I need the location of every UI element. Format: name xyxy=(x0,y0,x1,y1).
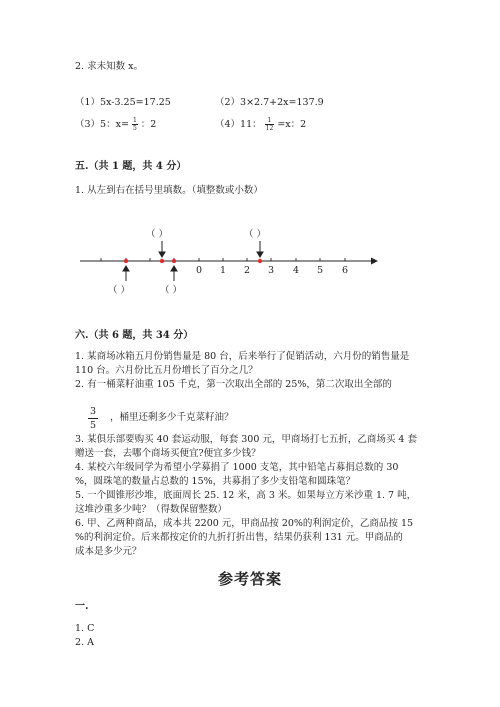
marker-point-4 xyxy=(258,259,262,263)
answer-paren-top-1: （ ） xyxy=(146,229,169,240)
arrow-down-icon xyxy=(159,252,165,257)
question-4-line-2: %，圆珠笔的数量占总数的 15%，共募捐了多少支铅笔和圆珠笔？ xyxy=(75,476,356,487)
equation-4-fraction xyxy=(265,117,275,132)
equation-2: （2）3×2.7+2x=137.9 xyxy=(215,97,324,108)
fraction-denominator: 5 xyxy=(132,125,137,132)
equation-3-prefix: （3）5：x= xyxy=(75,119,129,130)
question-2-line-2: ，桶里还剩多少千克菜籽油？ xyxy=(110,412,234,423)
section-5-question-1: 1. 从左到右在括号里填数。（填整数或小数） xyxy=(75,185,263,196)
equation-4-suffix: =x：2 xyxy=(277,119,307,130)
question-2-fraction xyxy=(88,405,98,432)
equation-3-suffix: ：2 xyxy=(140,119,157,130)
answers-section-label: 一. xyxy=(75,601,89,612)
arrow-up-icon xyxy=(123,266,129,271)
number-label-5: 5 xyxy=(317,265,324,276)
question-6-line-3: 成本是多少元？ xyxy=(75,546,142,557)
arrow-up-icon xyxy=(171,266,177,271)
fraction-numerator: 1 xyxy=(132,117,137,124)
fraction-numerator: 3 xyxy=(90,406,97,417)
question-1-line-1: 1. 某商场冰箱五月份销售量是 80 台，后来举行了促销活动，六月份的销售量是 xyxy=(75,351,410,362)
number-label-1: 1 xyxy=(220,265,227,276)
question-4-line-1: 4. 某校六年级同学为希望小学募捐了 1000 支笔，其中铅笔占募捐总数的 30 xyxy=(75,462,399,473)
question-6-line-1: 6. 甲、乙两种商品，成本共 2200 元，甲商品按 20%的利润定价，乙商品按 15 xyxy=(75,518,414,529)
number-line xyxy=(75,238,385,288)
equation-4-prefix: （4）11： xyxy=(215,119,262,130)
fraction-numerator: 1 xyxy=(265,117,275,125)
question-2-line-1: 2. 有一桶菜籽油重 105 千克，第一次取出全部的 25%，第二次取出全部的 xyxy=(75,379,392,390)
arrow-down-icon xyxy=(257,252,263,257)
question-6-line-2: %的利润定价。后来都按定价的九折打折出售，结果仍获利 131 元。甲商品的 xyxy=(75,532,403,543)
answer-paren-bottom-2: （ ） xyxy=(160,285,183,296)
number-label-3: 3 xyxy=(268,265,275,276)
fraction-denominator: 5 xyxy=(90,420,97,431)
equation-1: （1）5x-3.25=17.25 xyxy=(75,97,171,108)
answer-1: 1. C xyxy=(75,623,95,634)
number-line-arrowhead xyxy=(371,258,378,265)
marker-point-3 xyxy=(172,259,176,263)
number-label-6: 6 xyxy=(342,265,349,276)
answers-title: 参考答案 xyxy=(217,570,282,588)
question-1-line-2: 110 台。六月份比五月份增长了百分之几？ xyxy=(75,365,258,376)
section-5-heading: 五.（共 1 题，共 4 分） xyxy=(75,161,187,172)
section-6-heading: 六.（共 6 题，共 34 分） xyxy=(75,330,194,341)
question-2-title: 2. 求未知数 x。 xyxy=(75,61,143,72)
answer-2: 2. A xyxy=(75,637,94,648)
question-3-line-2: 赠送一套，去哪个商场买便宜?便宜多少钱？ xyxy=(75,448,261,459)
equation-3 xyxy=(75,117,156,132)
equation-4 xyxy=(215,117,306,132)
equation-3-fraction xyxy=(132,117,138,132)
question-5-line-1: 5. 一个圆锥形沙堆，底面周长 25. 12 米，高 3 米。如果每立方米沙重 1. 7 吨， xyxy=(75,490,417,501)
number-label-2: 2 xyxy=(244,265,251,276)
question-5-line-2: 这堆沙重多少吨？（得数保留整数） xyxy=(75,504,228,515)
marker-point-2 xyxy=(160,259,164,263)
marker-point-1 xyxy=(124,259,128,263)
fraction-denominator: 12 xyxy=(265,125,274,132)
number-label-0: 0 xyxy=(196,265,203,276)
answer-paren-bottom-1: （ ） xyxy=(108,285,131,296)
answer-paren-top-2: （ ） xyxy=(244,229,267,240)
question-3-line-1: 3. 某俱乐部要购买 40 套运动服，每套 300 元，甲商场打七五折，乙商场买 4 套 xyxy=(75,434,417,445)
number-label-4: 4 xyxy=(293,265,300,276)
